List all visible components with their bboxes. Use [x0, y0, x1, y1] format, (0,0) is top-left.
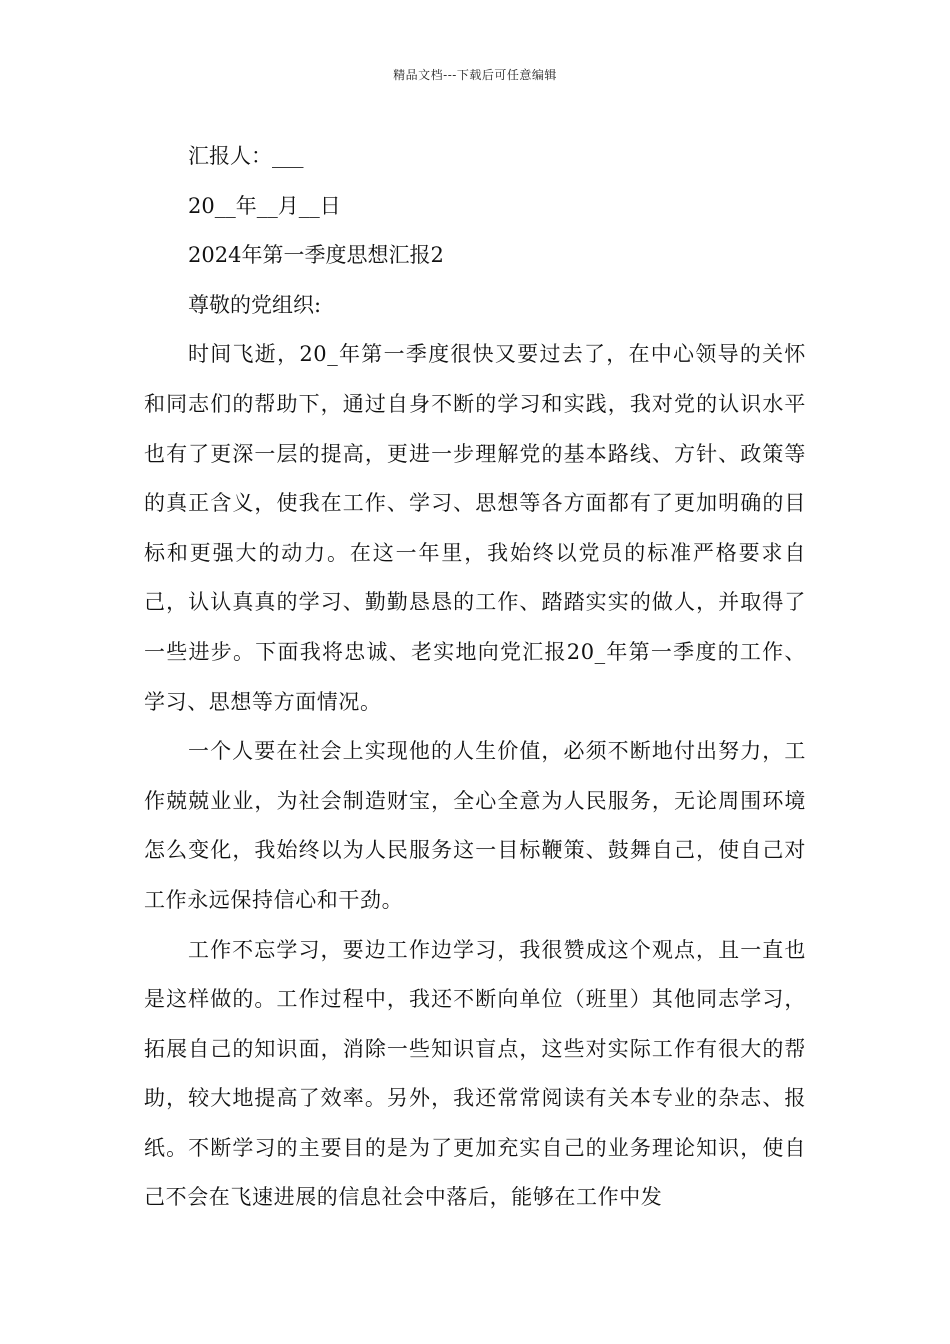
document-title: 2024年第一季度思想汇报2: [188, 243, 444, 268]
document-body: [144, 132, 806, 1223]
date-line: 20__年__月__日: [188, 193, 341, 218]
paragraph-1: 时间飞逝，20_年第一季度很快又要过去了，在中心领导的关怀和同志们的帮助下，通过自身不断的学习和实践，我对党的认识水平也有了更深一层的提高，更进一步理解党的基本路线、方针、政策等的真正含义，使我在工作、学习、思想等各方面都有了更加明确的目标和更强大的动力。在这一年里，我始终以党员的标准严格要求自己，认认真真的学习、勤勤恳恳的工作、踏踏实实的做人，并取得了一些进步。下面我将忠诚、老实地向党汇报20_年第一季度的工作、学习、思想等方面情况。: [144, 342, 806, 714]
salutation: 尊敬的党组织:: [188, 292, 322, 317]
page-header: 精品文档---下载后可任意编辑: [393, 68, 557, 82]
reporter-line: 汇报人：___: [188, 144, 304, 168]
paragraph-2: 一个人要在社会上实现他的人生价值，必须不断地付出努力，工作兢兢业业，为社会制造财宝，全心全意为人民服务，无论周围环境怎么变化，我始终以为人民服务这一目标鞭策、鼓舞自己，使自己对工作永远保持信心和干劲。: [144, 739, 806, 912]
paragraph-3: 工作不忘学习，要边工作边学习，我很赞成这个观点，且一直也是这样做的。工作过程中，我还不断向单位（班里）其他同志学习，拓展自己的知识面，消除一些知识盲点，这些对实际工作有很大的帮助，较大地提高了效率。另外，我还常常阅读有关本专业的杂志、报纸。不断学习的主要目的是为了更加充实自己的业务理论知识，使自己不会在飞速进展的信息社会中落后，能够在工作中发: [144, 937, 806, 1210]
